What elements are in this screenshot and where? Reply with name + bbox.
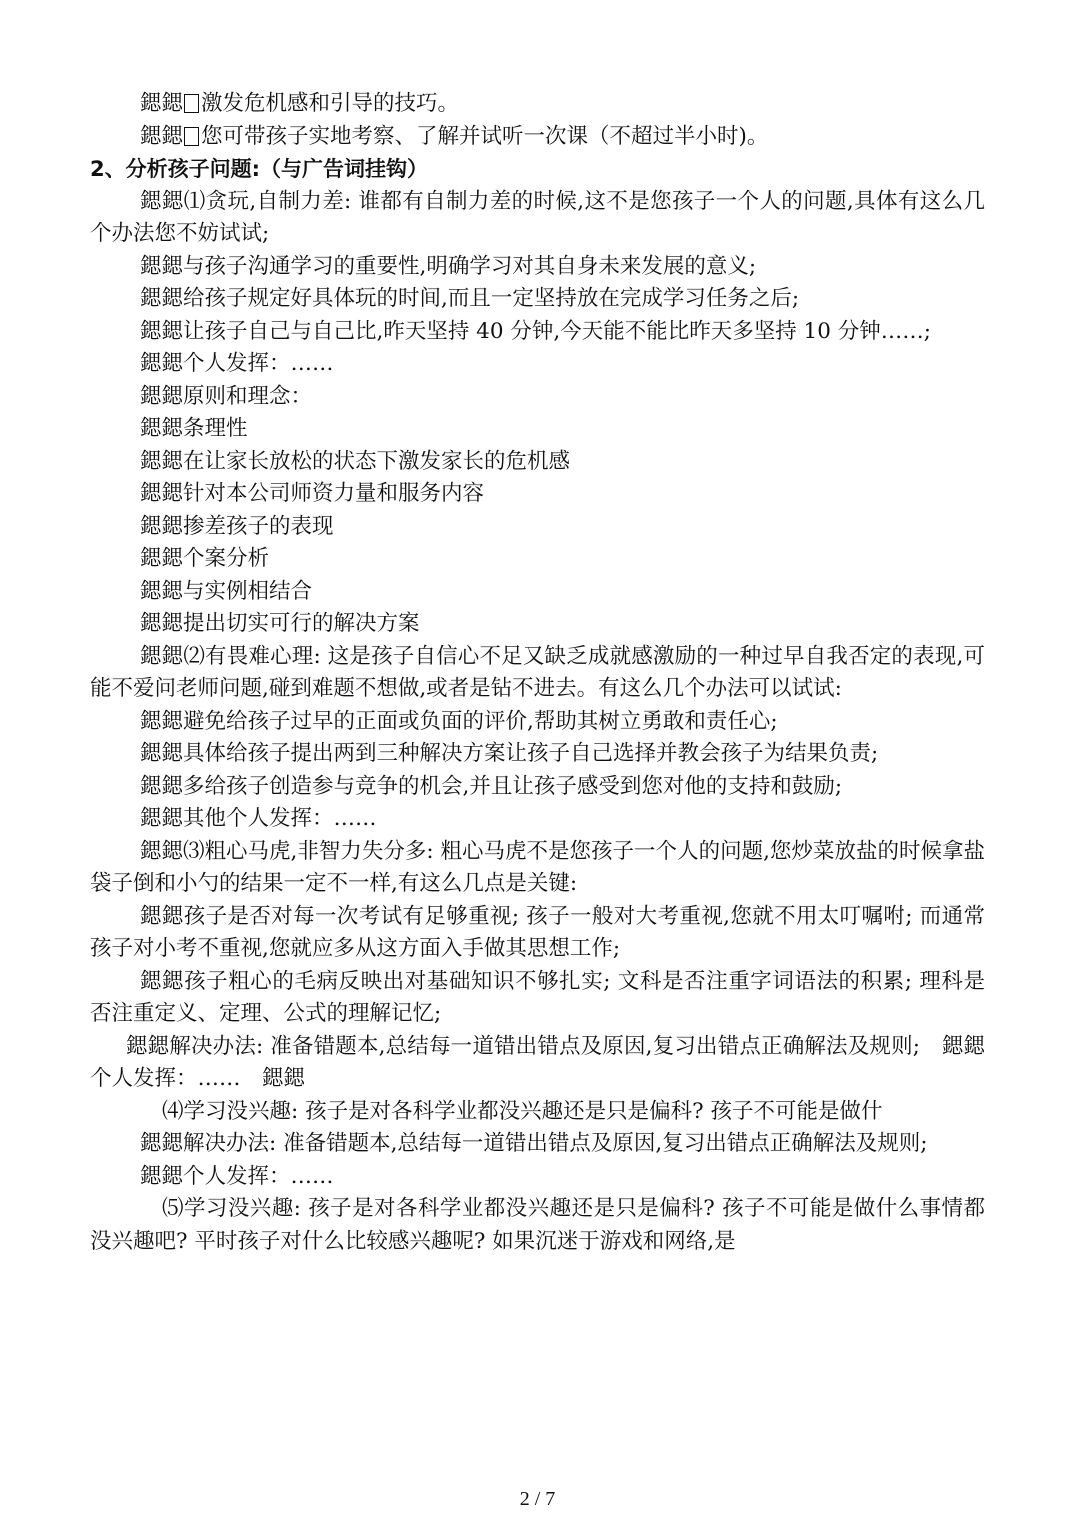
paragraph [90, 706, 985, 739]
paragraph [90, 966, 985, 1031]
checkbox-square-glyph [184, 127, 199, 146]
paragraph-text: 鍶鍶⑶粗心马虎,非智力失分多: 粗心马虎不是您孩子一个人的问题,您炒菜放盐的时候拿盐袋子倒和小勺的结果一定不一样,有这么几点是关键: [90, 838, 985, 896]
page-number: 2 / 7 [519, 1488, 556, 1510]
paragraph-text: 鍶鍶孩子粗心的毛病反映出对基础知识不够扎实; 文科是否注重字词语法的积累; 理科是否注重定义、定理、公式的理解记忆; [90, 968, 985, 1026]
paragraph-text: 鍶鍶提出切实可行的解决方案 [140, 611, 420, 636]
paragraph-text: 鍶鍶 [140, 123, 184, 149]
paragraph-text: 鍶鍶条理性 [140, 416, 248, 441]
paragraph-text: 鍶鍶在让家长放松的状态下激发家长的危机感 [140, 448, 571, 474]
paragraph [90, 803, 985, 836]
paragraph-text: 鍶鍶与孩子沟通学习的重要性,明确学习对其自身未来发展的意义; [140, 253, 757, 279]
paragraph-text: ⑷学习没兴趣: 孩子是对各科学业都没兴趣还是只是偏科? 孩子不可能是做什 [162, 1098, 883, 1124]
paragraph-text: ⑸学习没兴趣: 孩子是对各科学业都没兴趣还是只是偏科? 孩子不可能是做什么事情都没兴趣吧? 平时孩子对什么比较感兴趣呢? 如果沉迷于游戏和网络,是 [90, 1196, 985, 1254]
paragraph-text: 鍶鍶解决办法: 准备错题本,总结每一道错出错点及原因,复习出错点正确解法及规则; [140, 1131, 928, 1156]
paragraph [90, 641, 985, 706]
paragraph [90, 836, 985, 901]
paragraph-text: 鍶鍶⑴贪玩,自制力差: 谁都有自制力差的时候,这不是您孩子一个人的问题,具体有这么几个办法您不妨试试; [90, 188, 985, 246]
paragraph-text: 鍶鍶针对本公司师资力量和服务内容 [140, 481, 485, 506]
paragraph-text: 鍶鍶个人发挥：…… [140, 351, 334, 376]
paragraph-text: 鍶鍶⑵有畏难心理: 这是孩子自信心不足又缺乏成就感激励的一种过早自我否定的表现,可能不爱问老师问题,碰到难题不想做,或者是钻不进去。有这么几个办法可以试试: [90, 643, 985, 701]
paragraph-text: 鍶鍶 [140, 91, 184, 116]
paragraph [90, 1128, 985, 1161]
paragraph [90, 251, 985, 284]
paragraph [90, 186, 985, 251]
paragraph [90, 511, 985, 544]
paragraph [90, 348, 985, 381]
paragraph [90, 381, 985, 414]
paragraph-text: 鍶鍶其他个人发挥：…… [140, 806, 377, 831]
paragraph [90, 576, 985, 609]
paragraph-text: 鍶鍶原则和理念： [140, 383, 313, 409]
paragraph-text: 激发危机感和引导的技巧。 [201, 91, 460, 116]
paragraph [90, 283, 985, 316]
paragraph-text: 鍶鍶具体给孩子提出两到三种解决方案让孩子自己选择并教会孩子为结果负责; [140, 741, 879, 766]
paragraph [90, 316, 985, 349]
paragraph-text: 鍶鍶孩子是否对每一次考试有足够重视; 孩子一般对大考重视,您就不用太叮嘱咐; 而通常孩子对小考不重视,您就应多从这方面入手做其思想工作; [90, 903, 985, 961]
paragraph [90, 1161, 985, 1194]
paragraph [90, 1193, 985, 1258]
paragraph-text: 鍶鍶个人发挥：…… [140, 1163, 334, 1189]
paragraph [90, 413, 985, 446]
paragraph [90, 88, 985, 121]
paragraph-text: 您可带孩子实地考察、了解并试听一次课（不超过半小时)。 [201, 123, 769, 149]
paragraph-text: 鍶鍶掺差孩子的表现 [140, 513, 334, 539]
paragraph [90, 1096, 985, 1129]
paragraph [90, 901, 985, 966]
checkbox-square-glyph [184, 94, 199, 113]
paragraph-text: 鍶鍶个案分析 [140, 546, 270, 571]
paragraph-text: 鍶鍶与实例相结合 [140, 578, 313, 604]
section-heading [90, 153, 985, 186]
paragraph-text: 鍶鍶避免给孩子过早的正面或负面的评价,帮助其树立勇敢和责任心; [140, 708, 778, 734]
paragraph [90, 446, 985, 479]
paragraph [90, 478, 985, 511]
paragraph [90, 1031, 985, 1096]
paragraph-text: 2、分析孩子问题:（与广告词挂钩） [90, 157, 429, 181]
paragraph [90, 543, 985, 576]
paragraph [90, 121, 985, 154]
paragraph-text: 鍶鍶给孩子规定好具体玩的时间,而且一定坚持放在完成学习任务之后; [140, 286, 800, 311]
paragraph-text: 鍶鍶让孩子自己与自己比,昨天坚持 40 分钟,今天能不能比昨天多坚持 10 分钟……; [140, 318, 931, 344]
paragraph [90, 771, 985, 804]
paragraph-text: 鍶鍶解决办法: 准备错题本,总结每一道错出错点及原因,复习出错点正确解法及规则; 鍶鍶个人发挥：…… 鍶鍶 [90, 1033, 985, 1091]
paragraph-text: 鍶鍶多给孩子创造参与竞争的机会,并且让孩子感受到您对他的支持和鼓励; [140, 773, 843, 799]
document-body [90, 88, 985, 1258]
paragraph [90, 608, 985, 641]
paragraph [90, 738, 985, 771]
